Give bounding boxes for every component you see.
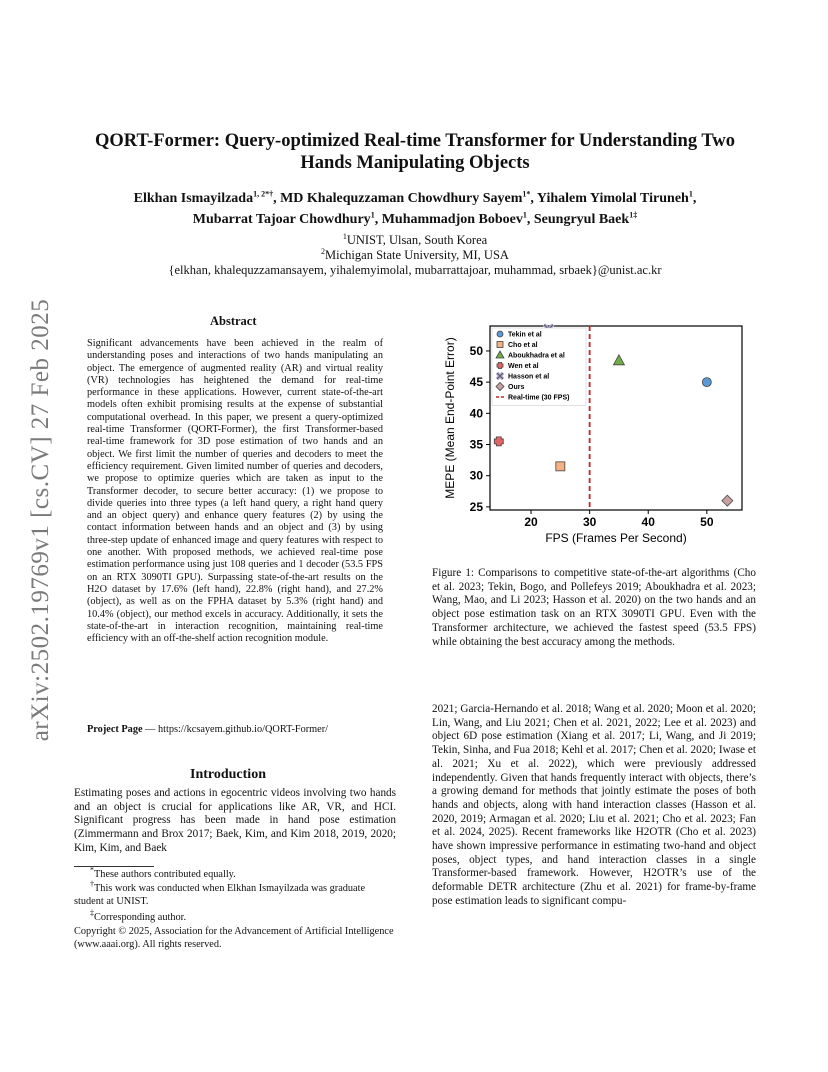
project-page — [87, 724, 328, 735]
figure-1 — [440, 322, 750, 547]
introduction-body: Estimating poses and actions in egocentric videos involving two hands and an object is crucial for applications like AR, VR, and HCI. Significant progress has been made in hand pose estimation (Zimmermann and Brox 2017; Baek, Kim, and Kim 2018, 2019, 2020; Kim, Kim, and Baek — [74, 787, 396, 854]
y-axis-label: MEPE (Mean End-Point Error) — [443, 337, 457, 499]
x-tick-label: 30 — [582, 515, 597, 529]
right-column-body: 2021; Garcia-Hernando et al. 2018; Wang et al. 2020; Moon et al. 2020; Lin, Wang, and Liu 2021; Chen et al. 2021, 2022; Lee et al. 2023) and object 6D pose estimation (Xiang et al. 2017; Li, Wang, and Ji 2019; Tekin, Sinha, and Fua 2018; Kehl et al. 2017; Chen et al. 2020; Iwase et al. 2021; Xu et al. 2022), which were previously addressed independently. Given that hands frequently interact with objects, there’s a growing demand for methods that jointly estimate the poses of both hands and objects, along with hand interaction classes (Hasson et al. 2020, 2019; Armagan et al. 2020; Liu et al. 2021; Cho et al. 2023; Fan et al. 2024, 2025). Recent frameworks like H2OTR (Cho et al. 2023) have shown impressive performance in estimating two-hand and object poses, object types, and hand interaction classes in a single Transformer-based framework. However, H2OTR’s use of the deformable DETR architecture (Zhu et al. 2021) for frame-by-frame pose estimation leads to significant compu- — [432, 703, 756, 907]
data-point-square — [556, 462, 565, 471]
author-line-1: Elkhan Ismayilzada$^{1, 2*\dagger}$, MD Khalequzzaman Chowdhury Sayem$^{1*}$, Yihalem Yimolal Tiruneh$^1$, — [133, 189, 697, 206]
y-tick-label: 30 — [469, 468, 483, 483]
author-sup: 1* — [522, 189, 531, 199]
arxiv-stamp-text: arXiv:2502.19769v1 [cs.CV] 27 Feb 2025 — [27, 298, 54, 742]
affiliation-2 — [70, 248, 760, 263]
abstract-heading: Abstract — [210, 314, 257, 328]
footnote-1 — [74, 865, 396, 882]
footnote-text: Corresponding author. — [94, 912, 187, 923]
x-tick-label: 20 — [524, 515, 538, 529]
x-axis-label: FPS (Frames Per Second) — [545, 531, 687, 545]
project-link[interactable]: — https://kcsayem.github.io/QORT-Former/ — [142, 724, 329, 735]
affiliations — [70, 233, 760, 278]
author-name: , Yihalem Yimolal Tiruneh — [530, 191, 689, 206]
footnote-3 — [74, 908, 396, 925]
author-name: , MD Khalequzzaman Chowdhury Sayem — [273, 191, 523, 206]
author-name: , Seungryul Baek — [526, 212, 630, 227]
footnote-sym: † — [90, 879, 94, 889]
scatter-chart — [440, 322, 750, 547]
title-line-2: Hands Manipulating Objects — [300, 153, 530, 173]
author-sup: 1, 2*† — [253, 189, 274, 199]
copyright: Copyright © 2025, Association for the Advancement of Artificial Intelligence (www.aaai.org). All rights reserved. — [74, 926, 394, 950]
footnote-2 — [74, 879, 396, 908]
data-point-plus — [494, 437, 503, 446]
footnote-rule — [74, 866, 154, 867]
y-tick-label: 35 — [469, 437, 483, 452]
author-name: , Muhammadjon Boboev — [374, 212, 523, 227]
legend-label: Hasson et al — [508, 373, 550, 381]
author-sup: 1 — [370, 210, 375, 220]
title-line-1: QORT-Former: Query-optimized Real-time Transformer for Understanding Two — [95, 131, 735, 151]
author-sup: 1 — [522, 210, 527, 220]
y-tick-label: 50 — [469, 343, 483, 358]
legend-label: Wen et al — [508, 363, 539, 370]
author-name: Elkhan Ismayilzada — [133, 191, 254, 206]
legend-marker — [497, 331, 503, 337]
data-point-diamond — [722, 495, 733, 506]
figure-caption: Figure 1: Comparisons to competitive state-of-the-art algorithms (Cho et al. 2023; Tekin, Bogo, and Pollefeys 2019; Aboukhadra et al. 2023; Wang, Mao, and Li 2023; Hasson et al. 2020) on the two hands and an object pose estimation task on an RTX 3090TI GPU. Even with the Transformer architecture, we achieved the fastest speed (53.5 FPS) while obtaining the best accuracy among the methods. — [432, 567, 756, 648]
abstract-body: Significant advancements have been achieved in the realm of understanding poses and interactions of two hands manipulating an object. The emergence of augmented reality (AR) and virtual reality (VR) technologies has heightened the demand for real-time performance in these applications. However, current state-of-the-art models often exhibit promising results at the expense of substantial computational overhead. In this paper, we present a query-optimized real-time Transformer (QORT-Former), the first Transformer-based real-time framework for 3D pose estimation of two hands and an object. We first limit the number of queries and decoders to meet the efficiency requirement. Given limited number of queries and decoders, we propose to optimize queries which are taken as input to the Transformer decoder, to secure better accuracy: (1) we propose to divide queries into three types (a left hand query, a right hand query and an object query) and enhance query features (2) by using the contact information between hands and an object and (3) by using three-step update of enhanced image and query features with respect to one another. With proposed methods, we achieved real-time pose estimation performance using just 108 queries and 1 decoder (53.5 FPS on an RTX 3090TI GPU). Surpassing state-of-the-art results on the H2O dataset by 17.6% (left hand), 22.8% (right hand), and 27.2% (object), as well as on the FPHA dataset by 5.3% (right hand) and 10.4% (object), our method excels in accuracy. Additionally, it sets the state-of-the-art in interaction recognition, maintaining real-time efficiency with an off-the-shelf action recognition module. — [87, 338, 383, 645]
y-tick-label: 45 — [469, 375, 483, 390]
author-line-2 — [70, 209, 760, 230]
arxiv-stamp — [18, 285, 64, 755]
paper-title — [70, 130, 760, 174]
data-point-circle — [702, 378, 711, 387]
legend-label: Tekin et al — [508, 331, 542, 339]
author-list — [70, 188, 760, 230]
legend-label: Real-time (30 FPS) — [508, 394, 570, 402]
x-tick-label: 50 — [700, 515, 714, 529]
legend-label: Ours — [508, 384, 525, 391]
affil-text: UNIST, Ulsan, South Korea — [346, 233, 488, 247]
footnote-text: This work was conducted when Elkhan Ismayilzada was graduate student at UNIST. — [74, 883, 366, 907]
author-name: Mubarrat Tajoar Chowdhury — [192, 212, 371, 227]
legend-marker — [497, 342, 503, 348]
affil-sup: 2 — [321, 246, 326, 256]
y-tick-label: 40 — [469, 406, 483, 421]
affil-text: Michigan State University, MI, USA — [325, 248, 509, 262]
y-tick-label: 25 — [469, 499, 483, 514]
introduction-heading: Introduction — [190, 767, 266, 782]
footnote-sym: * — [90, 865, 94, 875]
legend-label: Aboukhadra et al — [508, 352, 565, 360]
footnote-sym: ‡ — [90, 908, 94, 918]
affiliation-1 — [70, 233, 760, 248]
emails: {elkhan, khalequzzamansayem, yihalemyimolal, mubarrattajoar, muhammad, srbaek}@unist.ac.kr — [168, 263, 662, 277]
author-sup: 1‡ — [629, 210, 638, 220]
data-point-triangle — [613, 355, 624, 365]
affil-sup: 1 — [342, 231, 347, 241]
x-tick-label: 40 — [641, 515, 655, 529]
author-sup: 1 — [688, 189, 693, 199]
footnote-text: These authors contributed equally. — [94, 869, 236, 880]
legend-label: Cho et al — [508, 342, 538, 349]
project-label: Project Page — [87, 724, 143, 735]
